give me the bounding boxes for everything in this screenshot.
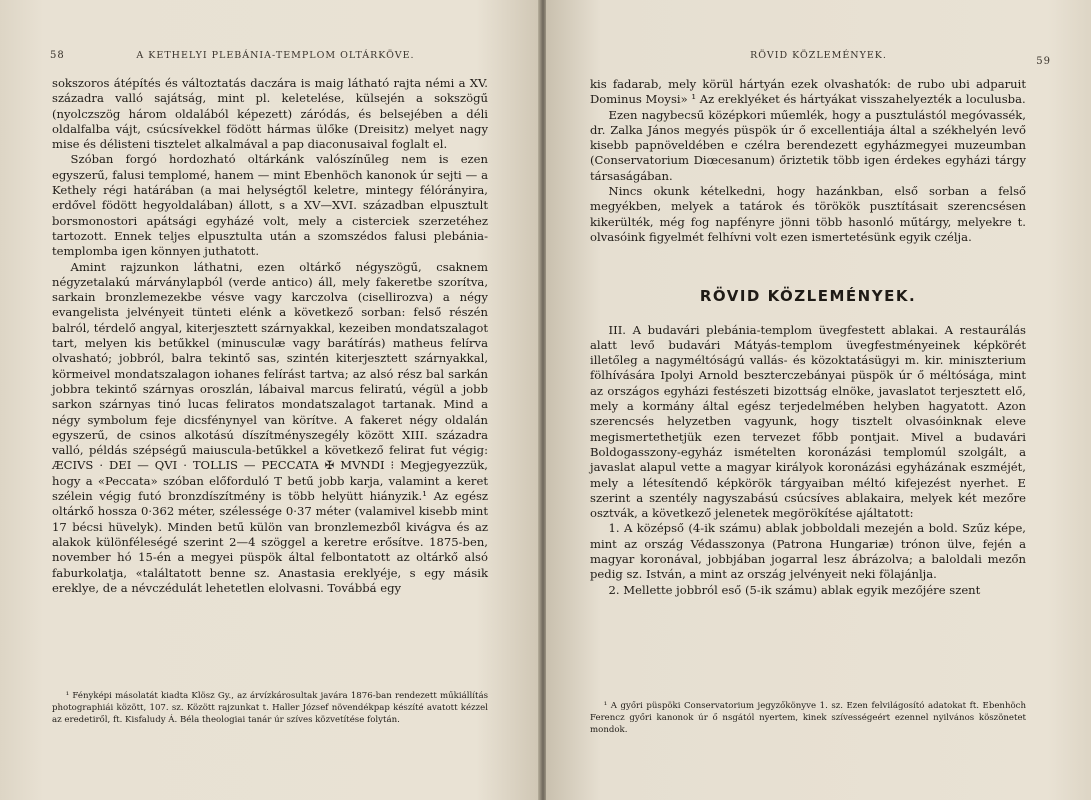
right-page-number: 59 bbox=[1036, 56, 1051, 67]
left-footnote bbox=[52, 690, 488, 726]
footnote-text: ¹ Fényképi másolatát kiadta Klösz Gy., az árvízkárosultak javára 1876-ban rendezett műkiállítás photographiái között, 107. sz. Között rajzunkat t. Haller József növendékpap készíté avatott kézzel az eredetiről, ft. Kisfaludy Á. Béla theologiai tanár úr szíves közvetítése folytán. bbox=[52, 691, 488, 725]
left-running-title: A KETHELYI PLEBÁNIA-TEMPLOM OLTÁRKÖVE. bbox=[136, 50, 415, 61]
left-page-number: 58 bbox=[50, 50, 65, 61]
left-running-head bbox=[50, 50, 501, 61]
paragraph: kis fadarab, mely körül hártyán ezek olvashatók: de rubo ubi adparuit Dominus Moysi» ¹ Az ereklyéket és hártyákat visszahelyezték a loculusba. bbox=[590, 77, 1026, 107]
paragraph: Szóban forgó hordozható oltárkánk valószínűleg nem is ezen egyszerű, falusi templomé, hanem — mint Ebenhöch kanonok úr sejti — a Kethely régi határában (a mai helységtől keletre, mintegy félórányira, erdővel födött hegyoldalában) állott, s a XV—XVI. században elpusztult borsmonostori apátsági egyházé volt, mely a cisterciek szerzetéhez tartozott. Ennek teljes elpusztulta után a szomszédos falusi plebánia-templomba igen könnyen juthatott. bbox=[52, 152, 488, 259]
section-title: RÖVID KÖZLEMÉNYEK. bbox=[699, 287, 917, 306]
paragraph: sokszoros átépítés és változtatás daczára is maig látható rajta némi a XV. századra valló sajátság, mint pl. keletelése, külsején a sokszögű (nyolczszög három oldalából képezett) záródás, és belsejében a déli oldalfalba vájt, csúcsívekkel födött hármas ülőke (Dreisitz) melyet nagy mise és délisteni tisztelet alkalmával a pap diaconusaival foglalt el. bbox=[52, 76, 488, 152]
paragraph: 1. A középső (4-ik számu) ablak jobboldali mezején a bold. Szűz képe, mint az ország Védasszonya (Patrona Hungariæ) trónon ülve, fején a magyar koronával, jobbjában jogarral lesz ábrázolva; a baloldali mezőn pedig sz. István, a mint az ország jelvényeit neki fölajánlja. bbox=[590, 521, 1026, 582]
left-page bbox=[0, 0, 541, 800]
paragraph: Nincs okunk kételkedni, hogy hazánkban, első sorban a felső megyékben, melyek a tatárok és törökök pusztításait szerencsésen kikerülték, még fog napfényre jönni több hasonló műtárgy, melyekre t. olvasóink figyelmét felhívni volt ezen ismertetésünk egyik czélja. bbox=[590, 184, 1026, 244]
paragraph: Ezen nagybecsű középkori műemlék, hogy a pusztulástól megóvassék, dr. Zalka János megyés püspök úr ő excellentiája által a székhelyén levő kisebb papnöveldében e czélra berendezett egyházmegyei muzeumban (Conservatorium Diœcesanum) őriztetik több igen érdekes egyházi tárgy társaságában. bbox=[590, 107, 1026, 183]
right-running-head bbox=[586, 50, 1051, 67]
right-running-title: RÖVID KÖZLEMÉNYEK. bbox=[750, 50, 887, 61]
footnote-text: ¹ A győri püspöki Conservatorium jegyzőkönyve 1. sz. Ezen felvilágosító adatokat ft. Ebenhöch Ferencz győri kanonok úr ő nsgától nyertem, kinek szívességeért ezennel nyilvános köszönetet mondok. bbox=[590, 701, 1026, 735]
left-body-text bbox=[52, 76, 488, 596]
paragraph: 2. Mellette jobbról eső (5-ik számu) ablak egyik mezőjére szent bbox=[608, 582, 981, 597]
paragraph: III. A budavári plebánia-templom üvegfestett ablakai. A restaurálás alatt levő budavári Mátyás-templom üvegfestményeinek képkörét illetőleg a nagyméltóságú vallás- és közoktatásügyi m. kir. miniszterium fölhívására Ipolyi Arnold beszterczebányai püspök úr ő méltósága, mint az országos egyházi festészeti bizottság elnöke, javaslatot terjesztett elő, mely a kormány által egész terjedelmében helyben hagyatott. Azon szerencsés helyzetben vagyunk, hogy tisztelt olvasóinknak eleve megismertethetjük ezen tervezet főbb pontjait. Mivel a budavári Boldogasszony-egyház ismételten koronázási templomúl szolgált, a javaslat alapul vette a magyar királyok koronázási egyházának eszméjét, mely a létesítendő képkörök tárgyaiban méltó kifejezést nyerhet. E szerint a szentély nagyszabású csúcsíves ablakaira, melyek két mezőre osztvák, a következő jelenetek megörökítése ajáltatott: bbox=[590, 322, 1026, 521]
right-body-text bbox=[590, 77, 1026, 598]
right-page bbox=[546, 0, 1091, 800]
right-footnote bbox=[590, 700, 1026, 736]
paragraph: Amint rajzunkon láthatni, ezen oltárkő négyszögű, csaknem négyzetalakú márványlapból (verde antico) áll, mely fakeretbe szorítva, sarkain bronzlemezekbe vésve vagy karczolva (cisellirozva) a négy evangelista jelvényeit tünteti elénk a következő sorban: felső részén balról, térdelő angyal, kiterjesztett szárnyakkal, kezeiben mondatszalagot tart, melyen kis betűkkel (minusculæ vagy barátírás) matheus felírva olvasható; jobbról, balra tekintő sas, szintén kiterjesztett szárnyakkal, körmeivel mondatszalagon iohanes felírást tartva; az alsó rész bal sarkán jobbra tekintő szárnyas oroszlán, lábaival marcus feliratú, végül a jobb sarkon szárnyas tinó lucas feliratos mondatszalagot tartanak. Mind a négy symbolum feje dicsfénynyel van körítve. A fakeret négy oldalán egyszerű, de csinos alkotású díszítményszegély között XIII. századra valló, példás szépségű maiuscula-betűkkel a következő felirat fut végig: ÆCIVS · DEI — QVI · TOLLIS — PECCATA ✠ MVNDI ⁝ Megjegyezzük, hogy a «Peccata» szóban előforduló T betű jobb karja, valamint a keret szélein végig futó bronzdíszítmény is több helyütt hiányzik.¹ Az egész oltárkő hossza 0·362 méter, szélessége 0·37 méter (valamivel kisebb mint 17 bécsi hüvelyk). Minden betű külön van bronzlemezből kivágva és az alakok különféleségé szerint 2—4 szöggel a keretre erősítve. 1875-ben, november hó 15-én a megyei püspök által felbontatott az oltárkő alsó faburkolatja, «találtatott benne sz. Anastasia ereklyéje, s egy másik ereklye, de a névczédulát lehetetlen elolvasni. Továbbá egy bbox=[52, 259, 488, 595]
